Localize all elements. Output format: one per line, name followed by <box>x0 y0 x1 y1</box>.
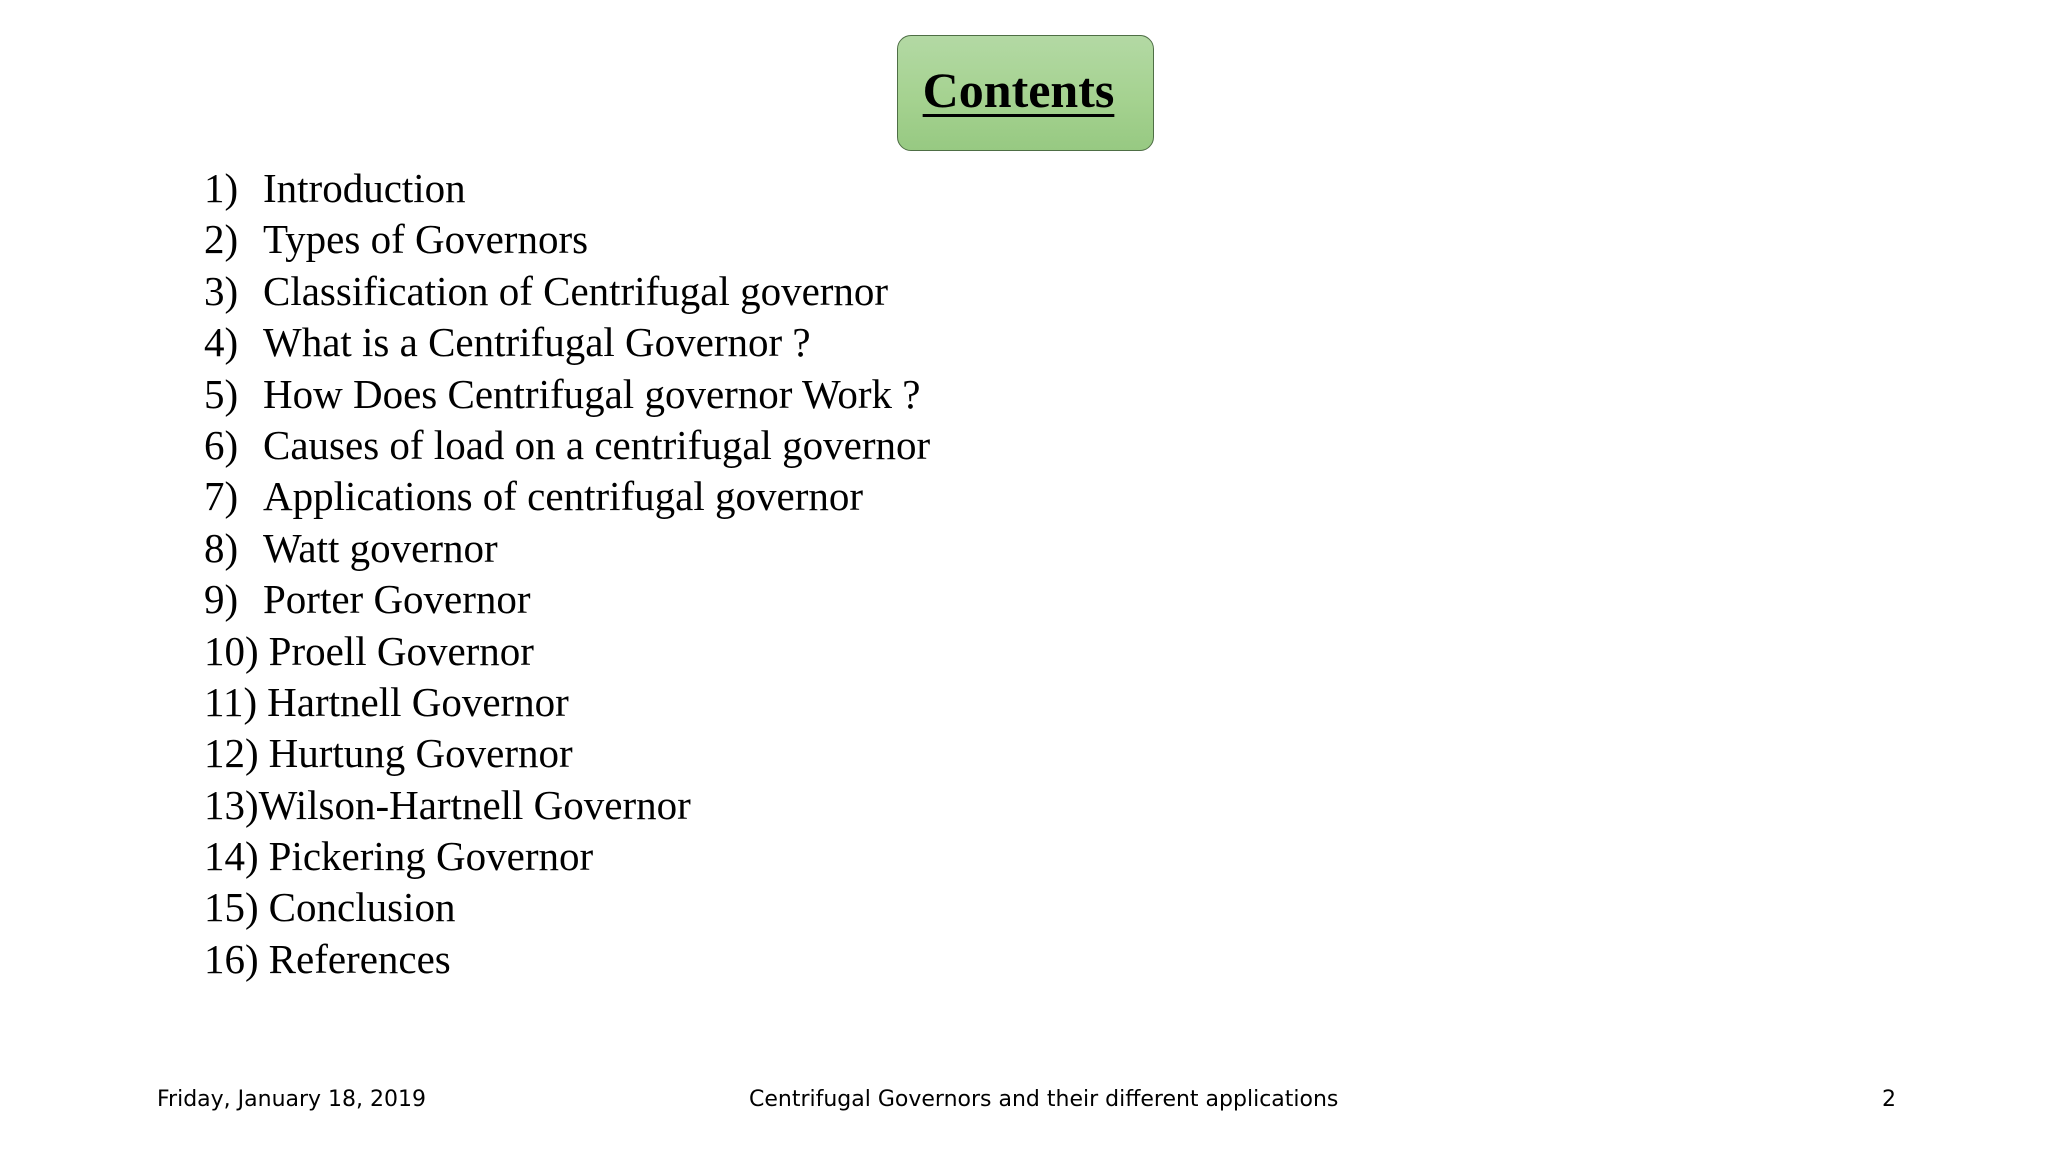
list-item <box>204 677 930 728</box>
item-text: What is a Centrifugal Governor ? <box>263 319 811 366</box>
item-text: Watt governor <box>263 524 498 571</box>
item-text: Wilson-Hartnell Governor <box>258 781 691 828</box>
item-number: 6) <box>204 421 239 468</box>
item-text: Hurtung Governor <box>268 730 573 777</box>
page-number: 2 <box>1882 1087 1896 1112</box>
item-number: 2) <box>204 216 239 263</box>
item-number: 16) <box>204 935 259 982</box>
item-number: 8) <box>204 524 239 571</box>
list-item <box>204 626 930 677</box>
item-text: Porter Governor <box>263 576 531 623</box>
item-text: Hartnell Governor <box>267 678 569 725</box>
item-number: 12) <box>204 730 259 777</box>
list-item <box>204 574 930 625</box>
item-text: References <box>268 935 451 982</box>
item-text: Introduction <box>263 165 466 211</box>
list-item <box>204 728 930 779</box>
list-item <box>204 163 930 214</box>
list-item <box>204 317 930 368</box>
item-text: Conclusion <box>268 884 456 931</box>
slide-title: Contents <box>922 62 1115 118</box>
item-number: 9) <box>204 576 239 623</box>
footer-date: Friday, January 18, 2019 <box>157 1087 427 1112</box>
item-number: 11) <box>204 678 258 725</box>
item-number: 3) <box>204 267 239 314</box>
item-number: 5) <box>204 370 239 417</box>
item-text: Classification of Centrifugal governor <box>263 267 889 314</box>
item-number: 10) <box>204 627 259 674</box>
item-number: 4) <box>204 319 239 366</box>
list-item <box>204 369 930 420</box>
title-box <box>897 35 1154 151</box>
item-number: 14) <box>204 833 259 880</box>
contents-list <box>204 163 930 985</box>
list-item <box>204 214 930 265</box>
item-text: How Does Centrifugal governor Work ? <box>263 370 921 417</box>
list-item <box>204 882 930 933</box>
item-text: Pickering Governor <box>268 833 594 880</box>
list-item <box>204 523 930 574</box>
item-text: Applications of centrifugal governor <box>263 473 864 520</box>
item-number: 15) <box>204 884 259 931</box>
list-item <box>204 780 930 831</box>
list-item <box>204 831 930 882</box>
item-number: 1) <box>204 165 239 211</box>
footer-title: Centrifugal Governors and their different applications <box>749 1087 1339 1112</box>
item-text: Proell Governor <box>268 627 534 674</box>
item-number: 13) <box>204 781 259 828</box>
list-item <box>204 420 930 471</box>
list-item <box>204 471 930 522</box>
item-text: Types of Governors <box>263 216 589 263</box>
list-item <box>204 934 930 985</box>
list-item <box>204 266 930 317</box>
item-number: 7) <box>204 473 239 520</box>
item-text: Causes of load on a centrifugal governor <box>263 421 931 468</box>
